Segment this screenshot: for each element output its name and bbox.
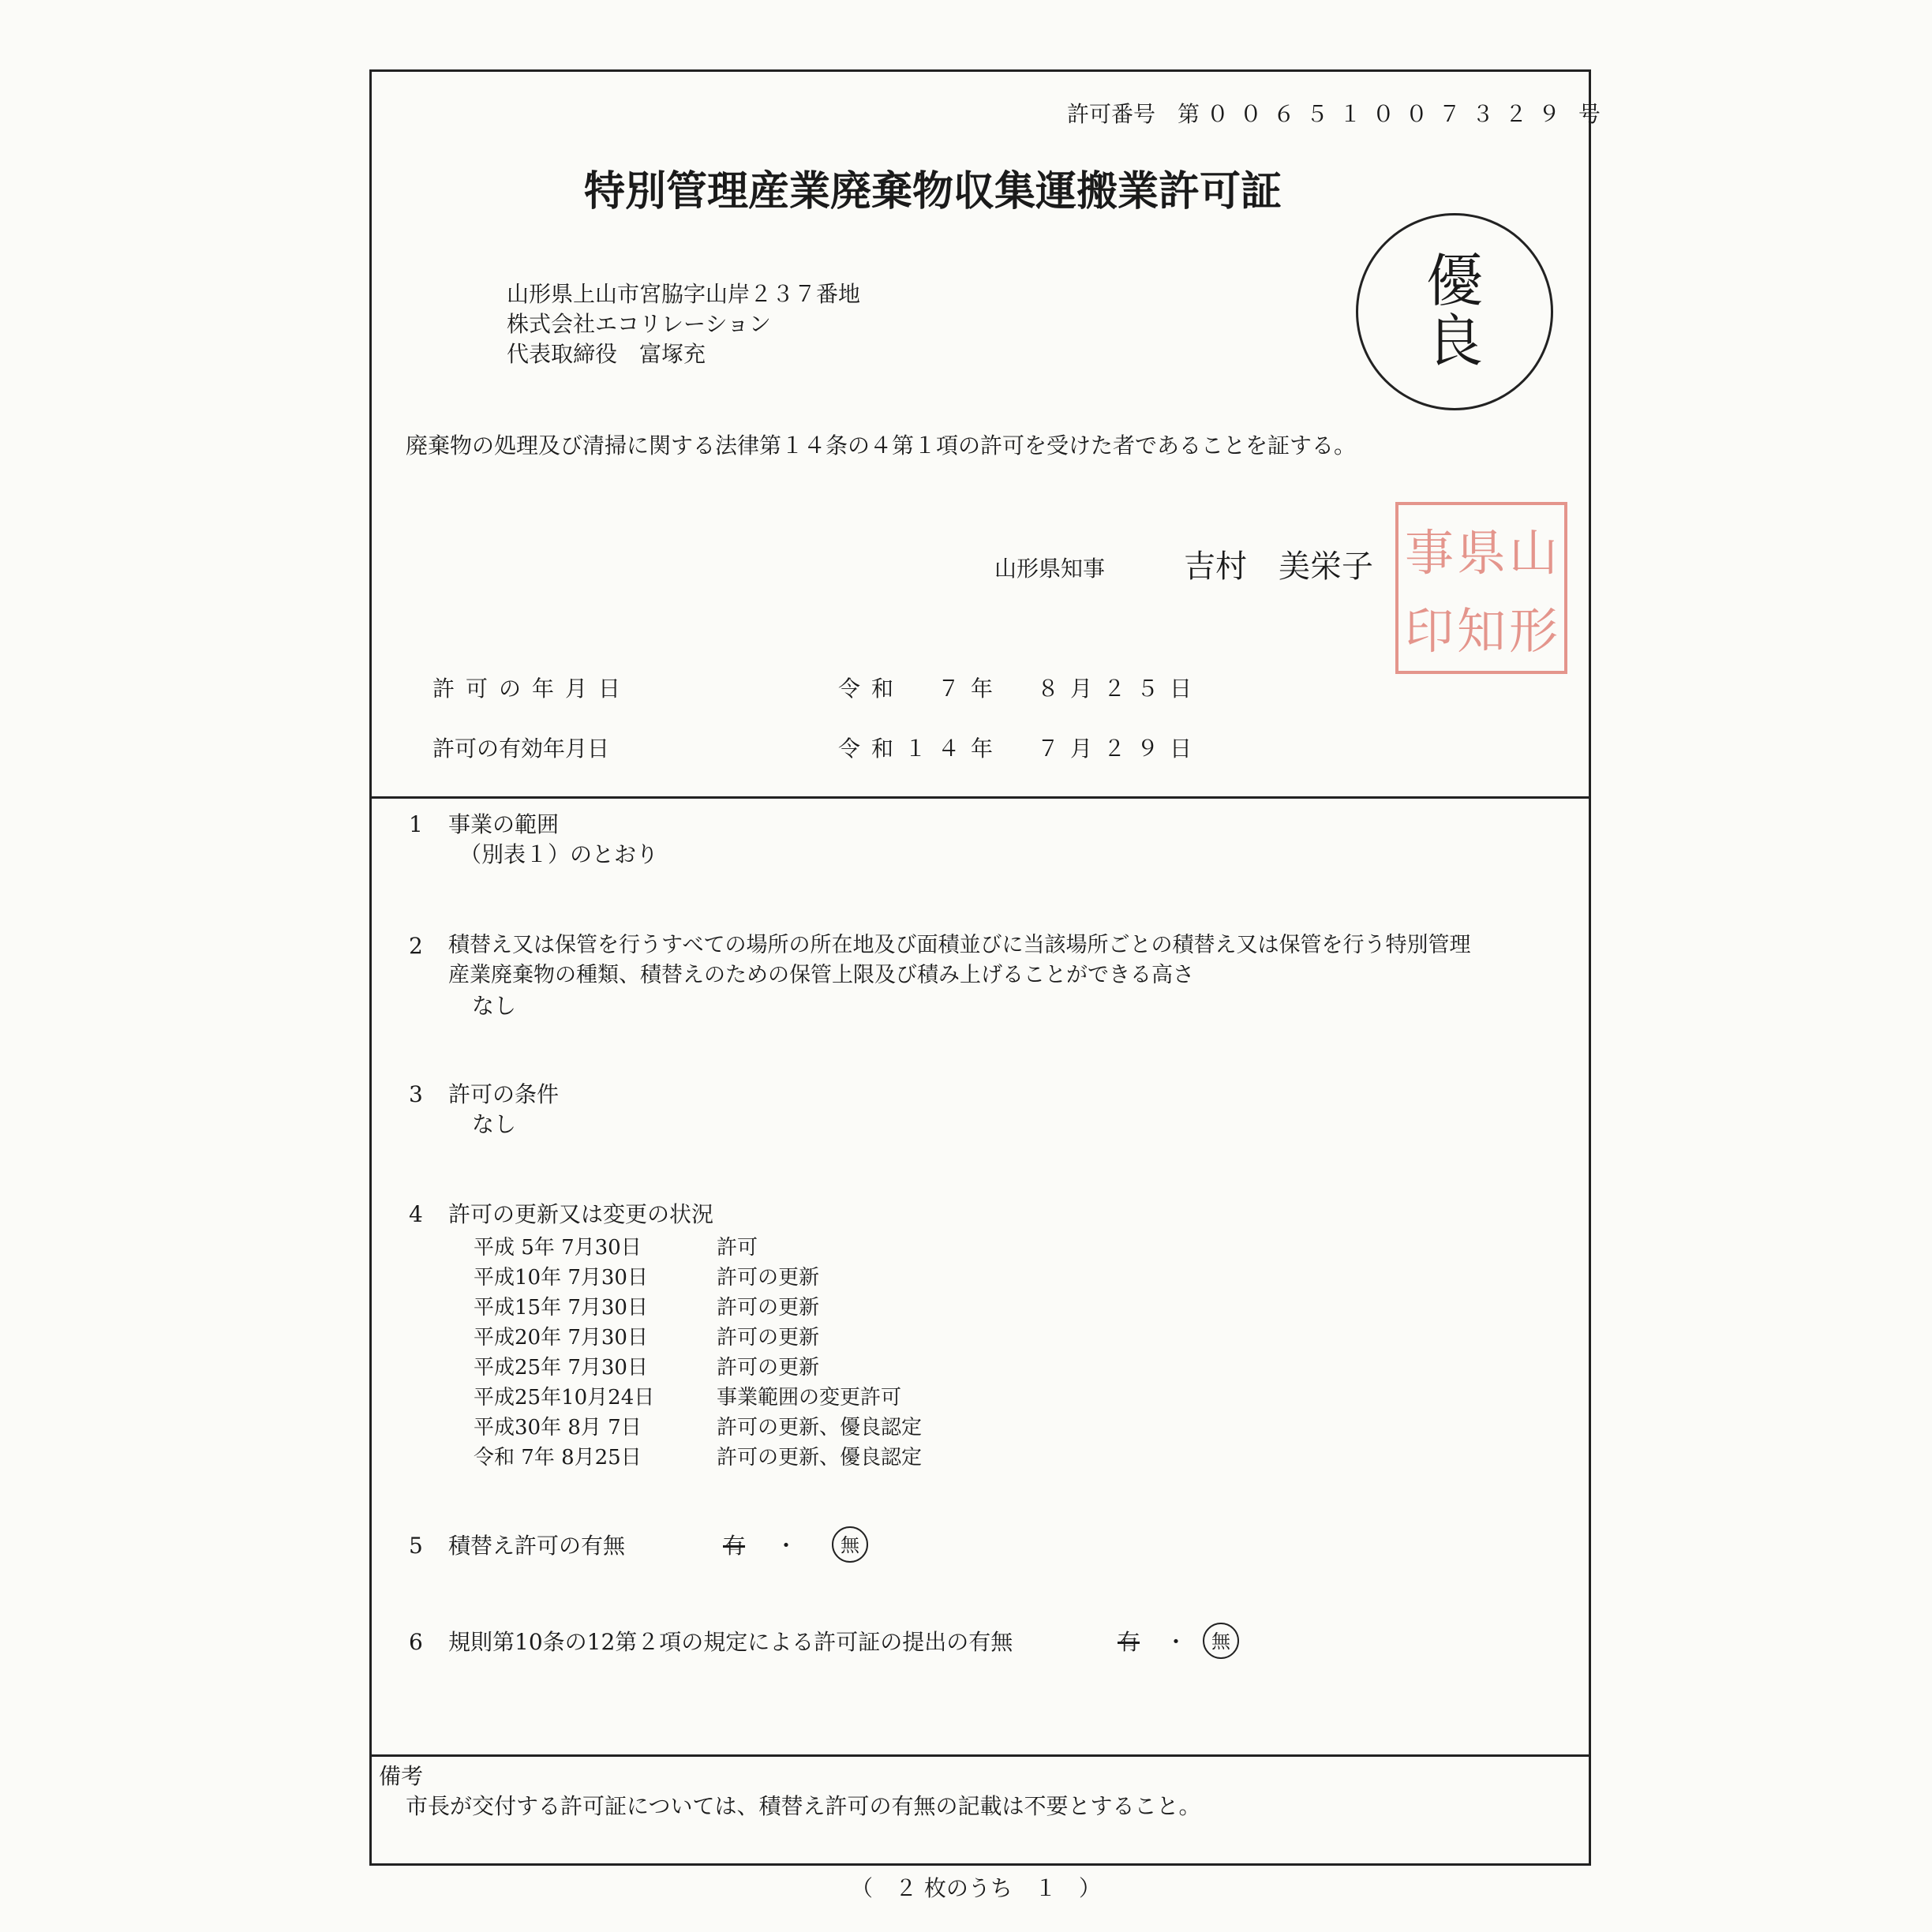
history-date: 平成20年 7月30日 xyxy=(474,1326,648,1350)
section-2-body: なし xyxy=(472,993,517,1019)
section-1-number: 1 xyxy=(409,811,423,837)
governor-seal-stamp xyxy=(1395,502,1567,674)
section-3-title: 許可の条件 xyxy=(448,1081,560,1107)
history-action: 事業範囲の変更許可 xyxy=(717,1386,902,1410)
section-6-title: 規則第10条の12第２項の規定による許可証の提出の有無 xyxy=(448,1629,1013,1655)
section-4-number: 4 xyxy=(409,1201,423,1227)
history-date: 平成15年 7月30日 xyxy=(474,1296,648,1320)
history-date: 平成10年 7月30日 xyxy=(474,1266,648,1290)
holder-company: 株式会社エコリレーション xyxy=(507,311,771,337)
history-action: 許可 xyxy=(717,1236,758,1260)
section-5-number: 5 xyxy=(409,1533,423,1559)
section-1-title: 事業の範囲 xyxy=(448,811,560,837)
history-date: 平成25年 7月30日 xyxy=(474,1356,648,1380)
permit-number-value: ００６５１００７３２９ xyxy=(1206,101,1571,127)
issuer-name: 吉村 美栄子 xyxy=(1184,549,1373,585)
valid-until-value: 令和１４年 ７月２９日 xyxy=(838,736,1204,762)
section-2-title-line1: 積替え又は保管を行うすべての場所の所在地及び面積並びに当該場所ごとの積替え又は保管を行う特別管理 xyxy=(448,933,1471,957)
section-6-no-circled xyxy=(1203,1623,1239,1659)
history-date: 平成 5年 7月30日 xyxy=(474,1236,642,1260)
history-date: 平成25年10月24日 xyxy=(474,1386,655,1410)
page-indicator: （ ２ 枚のうち １ ） xyxy=(851,1875,1101,1901)
divider-upper xyxy=(372,796,1589,799)
section-5-no: 無 xyxy=(832,1526,868,1563)
section-2-number: 2 xyxy=(409,933,423,959)
permit-number-label: 許可番号 第 xyxy=(1067,101,1200,127)
divider-remarks xyxy=(372,1754,1589,1757)
history-action: 許可の更新 xyxy=(717,1266,820,1290)
section-6-yes-struck: 有 xyxy=(1118,1629,1140,1655)
page-title: 特別管理産業廃棄物収集運搬業許可証 xyxy=(584,167,1282,215)
seal-char: 山 xyxy=(1508,524,1558,582)
history-action: 許可の更新 xyxy=(717,1296,820,1320)
seal-char: 知 xyxy=(1456,602,1506,660)
certification-text: 廃棄物の処理及び清掃に関する法律第１４条の４第１項の許可を受けた者であることを証する。 xyxy=(406,432,1357,459)
section-3-number: 3 xyxy=(409,1081,423,1107)
excellent-badge-char-2: 良 xyxy=(1425,308,1483,374)
section-1-body: （別表１）のとおり xyxy=(459,841,659,867)
history-date: 平成30年 8月 7日 xyxy=(474,1416,642,1440)
valid-until-label: 許可の有効年月日 xyxy=(432,736,610,762)
section-6-number: 6 xyxy=(409,1629,423,1655)
seal-char: 印 xyxy=(1404,602,1454,660)
section-2-title-line2: 産業廃棄物の種類、積替えのための保管上限及び積み上げることができる高さ xyxy=(448,963,1194,987)
history-date: 令和 7年 8月25日 xyxy=(474,1446,642,1470)
permit-number-suffix: 号 xyxy=(1578,101,1601,127)
holder-representative: 代表取締役 富塚充 xyxy=(507,341,706,367)
history-action: 許可の更新 xyxy=(717,1326,820,1350)
seal-char: 事 xyxy=(1404,524,1454,582)
holder-address: 山形県上山市宮脇字山岸２３７番地 xyxy=(507,281,861,307)
issuer-title: 山形県知事 xyxy=(994,556,1106,582)
history-action: 許可の更新、優良認定 xyxy=(717,1416,923,1440)
section-5-title: 積替え許可の有無 xyxy=(448,1533,626,1559)
permit-number xyxy=(1067,101,1601,128)
section-5-yes-struck: 有 xyxy=(723,1533,746,1559)
seal-char: 県 xyxy=(1456,524,1506,582)
excellent-badge xyxy=(1356,213,1553,410)
section-6-separator: ・ xyxy=(1165,1629,1188,1655)
section-5-no-circled xyxy=(832,1526,868,1563)
remarks-text: 市長が交付する許可証については、積替え許可の有無の記載は不要とすること。 xyxy=(406,1793,1201,1819)
remarks-label: 備考 xyxy=(379,1763,424,1789)
history-action: 許可の更新 xyxy=(717,1356,820,1380)
permit-date-label: 許可の年月日 xyxy=(432,676,632,702)
history-action: 許可の更新、優良認定 xyxy=(717,1446,923,1470)
section-4-title: 許可の更新又は変更の状況 xyxy=(448,1201,714,1227)
section-5-separator: ・ xyxy=(775,1533,798,1559)
seal-char: 形 xyxy=(1508,602,1558,660)
excellent-badge-char-1: 優 xyxy=(1425,248,1483,315)
permit-date-value: 令和 ７年 ８月２５日 xyxy=(838,676,1204,702)
section-6-no: 無 xyxy=(1203,1623,1239,1659)
section-3-body: なし xyxy=(472,1111,517,1137)
